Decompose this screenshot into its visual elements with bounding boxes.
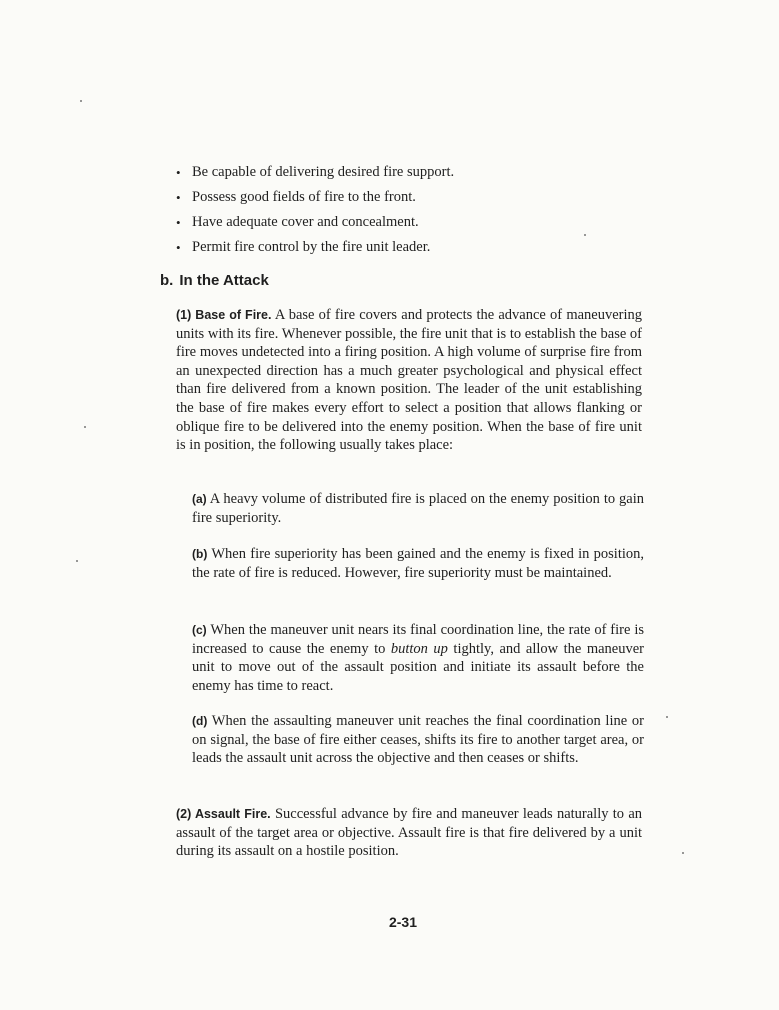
list-item: • Possess good fields of fire to the front. bbox=[176, 185, 616, 210]
step-a-paragraph bbox=[192, 490, 644, 527]
assault-fire-paragraph bbox=[176, 805, 642, 861]
list-item: • Be capable of delivering desired fire support. bbox=[176, 160, 616, 185]
scan-speck bbox=[80, 100, 82, 102]
bullet-icon: • bbox=[176, 190, 181, 205]
paragraph-lead: (1) Base of Fire. bbox=[176, 308, 272, 322]
step-text: When the assaulting maneuver unit reaches the final coordination line or on signal, the base of fire either ceases, shifts its fire to another target area, or leads the assault unit across the objective and then ceases or shifts. bbox=[192, 713, 644, 767]
section-title: In the Attack bbox=[179, 272, 269, 289]
base-of-fire-paragraph bbox=[176, 306, 642, 455]
paragraph-text: A base of fire covers and protects the advance of maneuvering units with its fire. Whenever possible, the fire unit that is to establish the base of fire moves undetected into a firing position. A high volume of surprise fire from an unexpected direction has a much greater psychological and physical effect than fire delivered from a known position. The leader of the unit establishing the base of fire makes every effort to select a position that allows flanking or oblique fire to be delivered into the enemy position. When the base of fire unit is in position, the following usually takes place: bbox=[176, 307, 643, 454]
step-text: A heavy volume of distributed fire is placed on the enemy position to gain fire superiority. bbox=[192, 491, 645, 526]
bullet-icon: • bbox=[176, 215, 181, 230]
step-tag: (b) bbox=[192, 547, 208, 561]
step-tag: (a) bbox=[192, 492, 207, 506]
paragraph-lead: (2) Assault Fire. bbox=[176, 807, 271, 821]
step-text: tightly, and allow the maneuver unit to move out of the assault position and initiate its assault before the enemy has time to react. bbox=[192, 640, 644, 694]
paragraph-text: Successful advance by fire and maneuver leads naturally to an assault of the target area or objective. Assault fire is that fire delivered by a unit during its assault on a hostile position. bbox=[176, 806, 643, 860]
section-label: b. bbox=[160, 272, 174, 289]
step-text: When the maneuver unit nears its final coordination line, the rate of fire is increased to cause the enemy to bbox=[192, 622, 644, 657]
bullet-icon: • bbox=[176, 240, 181, 255]
scan-speck bbox=[666, 716, 668, 718]
step-b-paragraph bbox=[192, 545, 644, 582]
scan-speck bbox=[682, 852, 684, 854]
step-c-paragraph bbox=[192, 621, 644, 695]
section-heading bbox=[160, 272, 269, 289]
page-number: 2-31 bbox=[388, 914, 418, 930]
scan-speck bbox=[584, 234, 586, 236]
scan-speck bbox=[84, 426, 86, 428]
step-emphasis: button up bbox=[390, 640, 448, 657]
step-text: When fire superiority has been gained and the enemy is fixed in position, the rate of fire is reduced. However, fire superiority must be maintained. bbox=[192, 546, 645, 581]
list-item: • Have adequate cover and concealment. bbox=[176, 210, 616, 235]
bullet-icon: • bbox=[176, 165, 181, 180]
step-tag: (d) bbox=[192, 714, 208, 728]
step-tag: (c) bbox=[192, 623, 207, 637]
step-d-paragraph bbox=[192, 712, 644, 768]
list-item: • Permit fire control by the fire unit leader. bbox=[176, 235, 616, 260]
scan-speck bbox=[76, 560, 78, 562]
requirements-list bbox=[176, 160, 616, 260]
